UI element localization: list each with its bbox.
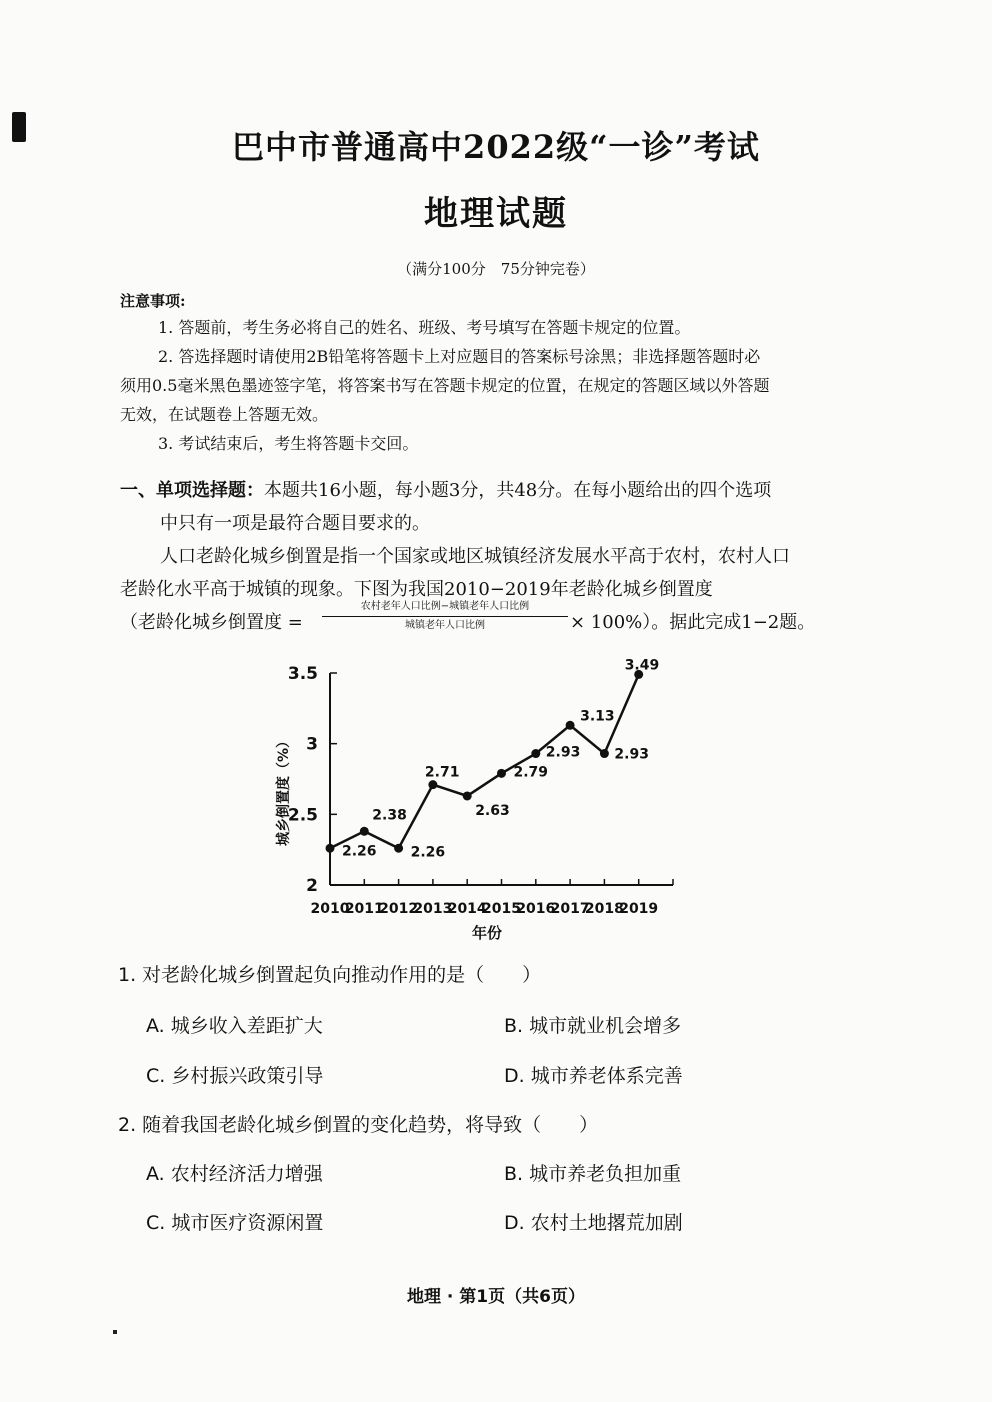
data-label: 2.93 <box>545 744 581 761</box>
exam-info: （满分100分 75分钟完卷） <box>397 260 595 278</box>
question-2-option-a: A. 农村经济活力增强 <box>146 1163 323 1185</box>
page-footer: 地理 · 第1页（共6页） <box>407 1287 585 1307</box>
section-1-instructions: 本题共16小题，每小题3分，共48分。在每小题给出的四个选项 <box>264 480 772 501</box>
question-1-option-b: B. 城市就业机会增多 <box>504 1015 682 1037</box>
data-point <box>463 791 472 800</box>
chart-series <box>326 657 660 860</box>
x-tick-label: 2015 <box>482 901 521 917</box>
chart-axes <box>288 664 673 917</box>
y-tick-label: 2 <box>306 876 318 896</box>
question-1-option-c: C. 乡村振兴政策引导 <box>146 1065 324 1087</box>
notice-item-3: 3. 考试结束后，考生将答题卡交回。 <box>158 434 419 453</box>
data-label: 2.93 <box>614 746 649 763</box>
data-point <box>326 844 335 853</box>
intro-line-1: 人口老龄化城乡倒置是指一个国家或地区城镇经济发展水平高于农村，农村人口 <box>160 546 790 567</box>
question-1-option-d: D. 城市养老体系完善 <box>504 1065 683 1087</box>
x-tick-label: 2010 <box>310 901 350 917</box>
question-2-option-d: D. 农村土地撂荒加剧 <box>504 1212 683 1234</box>
x-tick-label: 2014 <box>447 901 487 917</box>
data-label: 2.26 <box>342 843 377 860</box>
y-tick-label: 3.5 <box>287 664 318 684</box>
data-label: 2.63 <box>475 802 510 819</box>
intro-line-3-prefix: （老龄化城乡倒置度 = <box>120 612 303 633</box>
data-label: 2.26 <box>410 844 446 861</box>
x-axis-label: 年份 <box>471 924 503 942</box>
question-1-stem: 1. 对老龄化城乡倒置起负向推动作用的是（ ） <box>118 964 542 986</box>
intro-line-2: 老龄化水平高于城镇的现象。下图为我国2010−2019年老龄化城乡倒置度 <box>120 579 713 600</box>
section-1-label: 一、单项选择题： <box>120 480 264 501</box>
formula-denominator: 城镇老年人口比例 <box>405 620 485 631</box>
notice-item-2: 2. 答选择题时请使用2B铅笔将答题卡上对应题目的答案标号涂黑；非选择题答题时必 <box>158 347 761 366</box>
notice-item-2-cont: 须用0.5毫米黑色墨迹签字笔，将答案书写在答题卡规定的位置，在规定的答题区域以外答题 <box>120 376 770 395</box>
y-axis-label: 城乡倒置度（%） <box>276 733 292 847</box>
data-point <box>360 827 369 836</box>
section-1-instructions-cont: 中只有一项是最符合题目要求的。 <box>160 513 430 534</box>
data-point <box>428 780 437 789</box>
notice-item-1: 1. 答题前，考生务必将自己的姓名、班级、考号填写在答题卡规定的位置。 <box>158 318 691 337</box>
subject-title: 地理试题 <box>424 194 568 234</box>
x-tick-label: 2013 <box>413 901 453 917</box>
data-label: 2.79 <box>513 764 549 781</box>
y-tick-label: 3 <box>306 734 318 755</box>
scan-artifact-dot <box>113 1330 117 1334</box>
data-point <box>600 749 609 758</box>
data-point <box>531 749 540 758</box>
data-label: 3.13 <box>580 708 615 725</box>
question-2-option-c: C. 城市医疗资源闲置 <box>146 1212 324 1234</box>
data-label: 2.38 <box>372 807 407 824</box>
data-label: 3.49 <box>624 657 660 674</box>
y-tick-label: 2.5 <box>287 805 318 826</box>
data-point <box>394 844 403 853</box>
x-tick-label: 2019 <box>619 901 659 917</box>
notice-item-2-end: 无效，在试题卷上答题无效。 <box>120 405 329 424</box>
intro-line-3-suffix: × 100%）。据此完成1−2题。 <box>570 612 816 633</box>
question-1-option-a: A. 城乡收入差距扩大 <box>146 1015 323 1037</box>
x-tick-label: 2018 <box>584 901 624 917</box>
x-tick-label: 2017 <box>550 901 590 917</box>
x-tick-label: 2012 <box>379 901 419 917</box>
x-tick-label: 2016 <box>516 901 556 917</box>
formula-numerator: 农村老年人口比例−城镇老年人口比例 <box>360 601 530 612</box>
question-2-stem: 2. 随着我国老龄化城乡倒置的变化趋势，将导致（ ） <box>118 1114 599 1136</box>
x-tick-label: 2011 <box>344 901 384 917</box>
exam-title: 巴中市普通高中2022级“一诊”考试 <box>232 128 760 166</box>
question-2-option-b: B. 城市养老负担加重 <box>504 1163 682 1185</box>
notice-heading: 注意事项: <box>120 292 186 310</box>
data-point <box>566 721 575 730</box>
data-label: 2.71 <box>424 764 460 781</box>
data-point <box>497 769 506 778</box>
